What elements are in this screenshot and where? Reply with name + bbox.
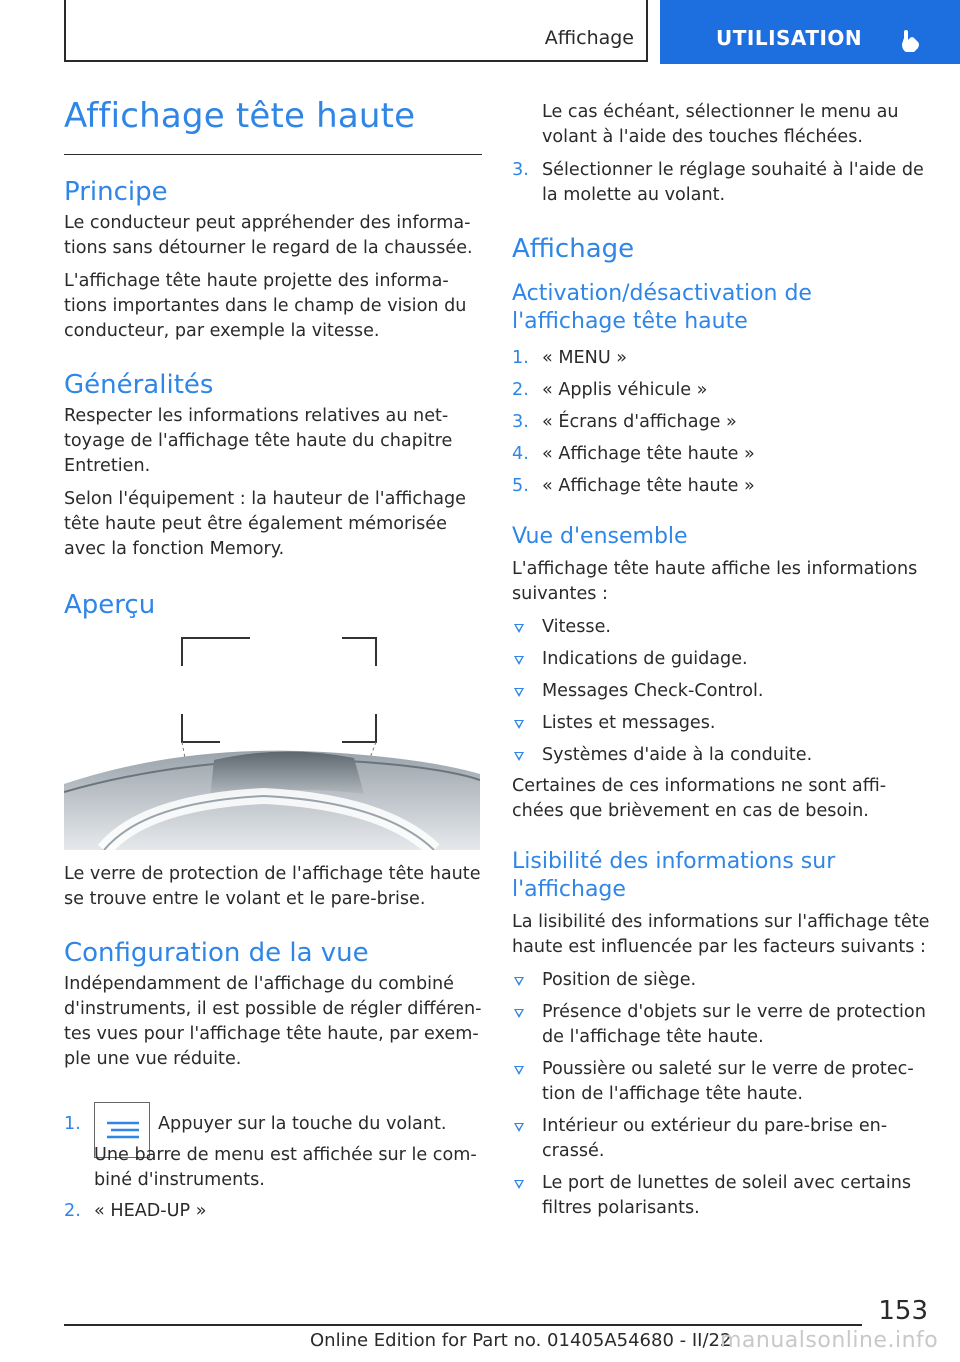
hand-pointer-icon <box>896 24 928 56</box>
list-item-text: Indications de guidage. <box>542 649 748 669</box>
configuration-steps <box>64 1112 482 1224</box>
step-text: Appuyer sur la touche du volant. <box>158 1114 447 1134</box>
principe-paragraph-1: Le conducteur peut appréhender des informa-tions sans détourner le regard de la chaussée. <box>64 213 473 258</box>
generalites-paragraph-2: Selon l'équipement : la hauteur de l'affichage tête haute peut être également mémorisée avec la fonction Memory. <box>64 489 467 559</box>
step-continuation-text: Le cas échéant, sélectionner le menu au volant à l'aide des touches fléchées. <box>542 102 899 147</box>
list-item-text: Systèmes d'aide à la conduite. <box>542 745 813 765</box>
triangle-bullet-icon <box>514 656 524 665</box>
list-item <box>64 1112 482 1137</box>
configuration-paragraph: Indépendamment de l'affichage du combiné d'instruments, il est possible de régler différen-tes vues pour l'affichage tête haute, par exem-ple une vue réduite. <box>64 974 482 1069</box>
section-heading-generalites: Généralités <box>64 370 214 400</box>
step-subtext: Une barre de menu est affichée sur le com-biné d'instruments. <box>94 1145 477 1190</box>
step-number: 1. <box>512 348 529 368</box>
page-title: Affichage tête haute <box>64 96 482 155</box>
triangle-bullet-icon <box>514 752 524 761</box>
step-number: 5. <box>512 476 529 496</box>
list-item <box>512 1171 932 1221</box>
step-number: 3. <box>512 412 529 432</box>
list-item <box>512 679 932 704</box>
list-item <box>512 1000 932 1050</box>
list-item-text: Listes et messages. <box>542 713 716 733</box>
list-item <box>512 410 932 435</box>
principe-paragraph-2: L'affichage tête haute projette des informa-tions importantes dans le champ de vision du conducteur, par exemple la vitesse. <box>64 271 467 341</box>
sub-heading-vue-ensemble: Vue d'ensemble <box>512 524 688 549</box>
sub-heading-activation: Activation/désactivation de l'affichage tête haute <box>512 281 812 334</box>
list-item-text: Messages Check-Control. <box>542 681 764 701</box>
triangle-bullet-icon <box>514 977 524 986</box>
triangle-bullet-icon <box>514 624 524 633</box>
right-column <box>512 100 932 1221</box>
triangle-bullet-icon <box>514 1009 524 1018</box>
lisibilite-items <box>512 968 932 1221</box>
list-item <box>512 968 932 993</box>
list-item <box>512 711 932 736</box>
step-text: « Affichage tête haute » <box>542 476 755 496</box>
step-number: 1. <box>64 1114 81 1134</box>
header-section-title: Affichage <box>544 27 634 49</box>
list-item <box>512 158 932 208</box>
footer-edition: Online Edition for Part no. 01405A54680 - II/22 <box>310 1330 732 1351</box>
step-number: 4. <box>512 444 529 464</box>
list-item <box>512 1114 932 1164</box>
footer-divider <box>64 1324 862 1326</box>
vue-outro: Certaines de ces informations ne sont affi-chées que brièvement en cas de besoin. <box>512 776 887 821</box>
list-item-text: Intérieur ou extérieur du pare-brise en-crassé. <box>542 1116 888 1161</box>
section-heading-affichage: Affichage <box>512 234 635 264</box>
list-item-text: Poussière ou saleté sur le verre de protec-tion de l'affichage tête haute. <box>542 1059 914 1104</box>
step-text: Sélectionner le réglage souhaité à l'aide de la molette au volant. <box>542 160 924 205</box>
watermark: manualsonline.info <box>720 1328 939 1353</box>
list-item <box>512 100 932 150</box>
section-heading-apercu: Aperçu <box>64 590 156 620</box>
list-item <box>512 346 932 371</box>
section-heading-configuration: Configuration de la vue <box>64 938 369 968</box>
apercu-caption: Le verre de protection de l'affichage tête haute se trouve entre le volant et le pare-brise. <box>64 864 481 909</box>
list-item <box>512 615 932 640</box>
list-item <box>512 743 932 768</box>
lisibilite-intro: La lisibilité des informations sur l'affichage tête haute est influencée par les facteurs suivants : <box>512 912 930 957</box>
step-text: « Applis véhicule » <box>542 380 708 400</box>
step-text: « Affichage tête haute » <box>542 444 755 464</box>
sub-heading-lisibilite: Lisibilité des informations sur l'affichage <box>512 849 836 902</box>
list-item <box>512 474 932 499</box>
step-text: « MENU » <box>542 348 628 368</box>
triangle-bullet-icon <box>514 1066 524 1075</box>
step-text: « Écrans d'affichage » <box>542 412 737 432</box>
triangle-bullet-icon <box>514 1180 524 1189</box>
page-number: 153 <box>878 1296 928 1326</box>
vue-items <box>512 615 932 768</box>
section-heading-principe: Principe <box>64 177 168 207</box>
step-number: 2. <box>64 1201 81 1221</box>
triangle-bullet-icon <box>514 1123 524 1132</box>
head-up-display-illustration <box>64 634 480 850</box>
list-item <box>64 1199 482 1224</box>
vue-intro: L'affichage tête haute affiche les informations suivantes : <box>512 559 918 604</box>
list-item <box>64 1143 482 1193</box>
generalites-paragraph-1: Respecter les informations relatives au net-toyage de l'affichage tête haute du chapitre Entretien. <box>64 406 453 476</box>
triangle-bullet-icon <box>514 720 524 729</box>
list-item <box>512 442 932 467</box>
left-column <box>64 96 482 1224</box>
list-item-text: Position de siège. <box>542 970 697 990</box>
chapter-tab-label: UTILISATION <box>716 26 863 50</box>
triangle-bullet-icon <box>514 688 524 697</box>
step-number: 2. <box>512 380 529 400</box>
dashboard-illustration <box>64 634 480 850</box>
list-item <box>512 378 932 403</box>
header-chapter-tab <box>660 0 960 64</box>
step-number: 3. <box>512 160 529 180</box>
configuration-steps-continued <box>512 100 932 208</box>
step-text: « HEAD-UP » <box>94 1201 207 1221</box>
list-item <box>512 1057 932 1107</box>
list-item-text: Présence d'objets sur le verre de protection de l'affichage tête haute. <box>542 1002 926 1047</box>
list-item <box>512 647 932 672</box>
list-item-text: Le port de lunettes de soleil avec certains filtres polarisants. <box>542 1173 912 1218</box>
list-item-text: Vitesse. <box>542 617 612 637</box>
activation-steps <box>512 346 932 499</box>
